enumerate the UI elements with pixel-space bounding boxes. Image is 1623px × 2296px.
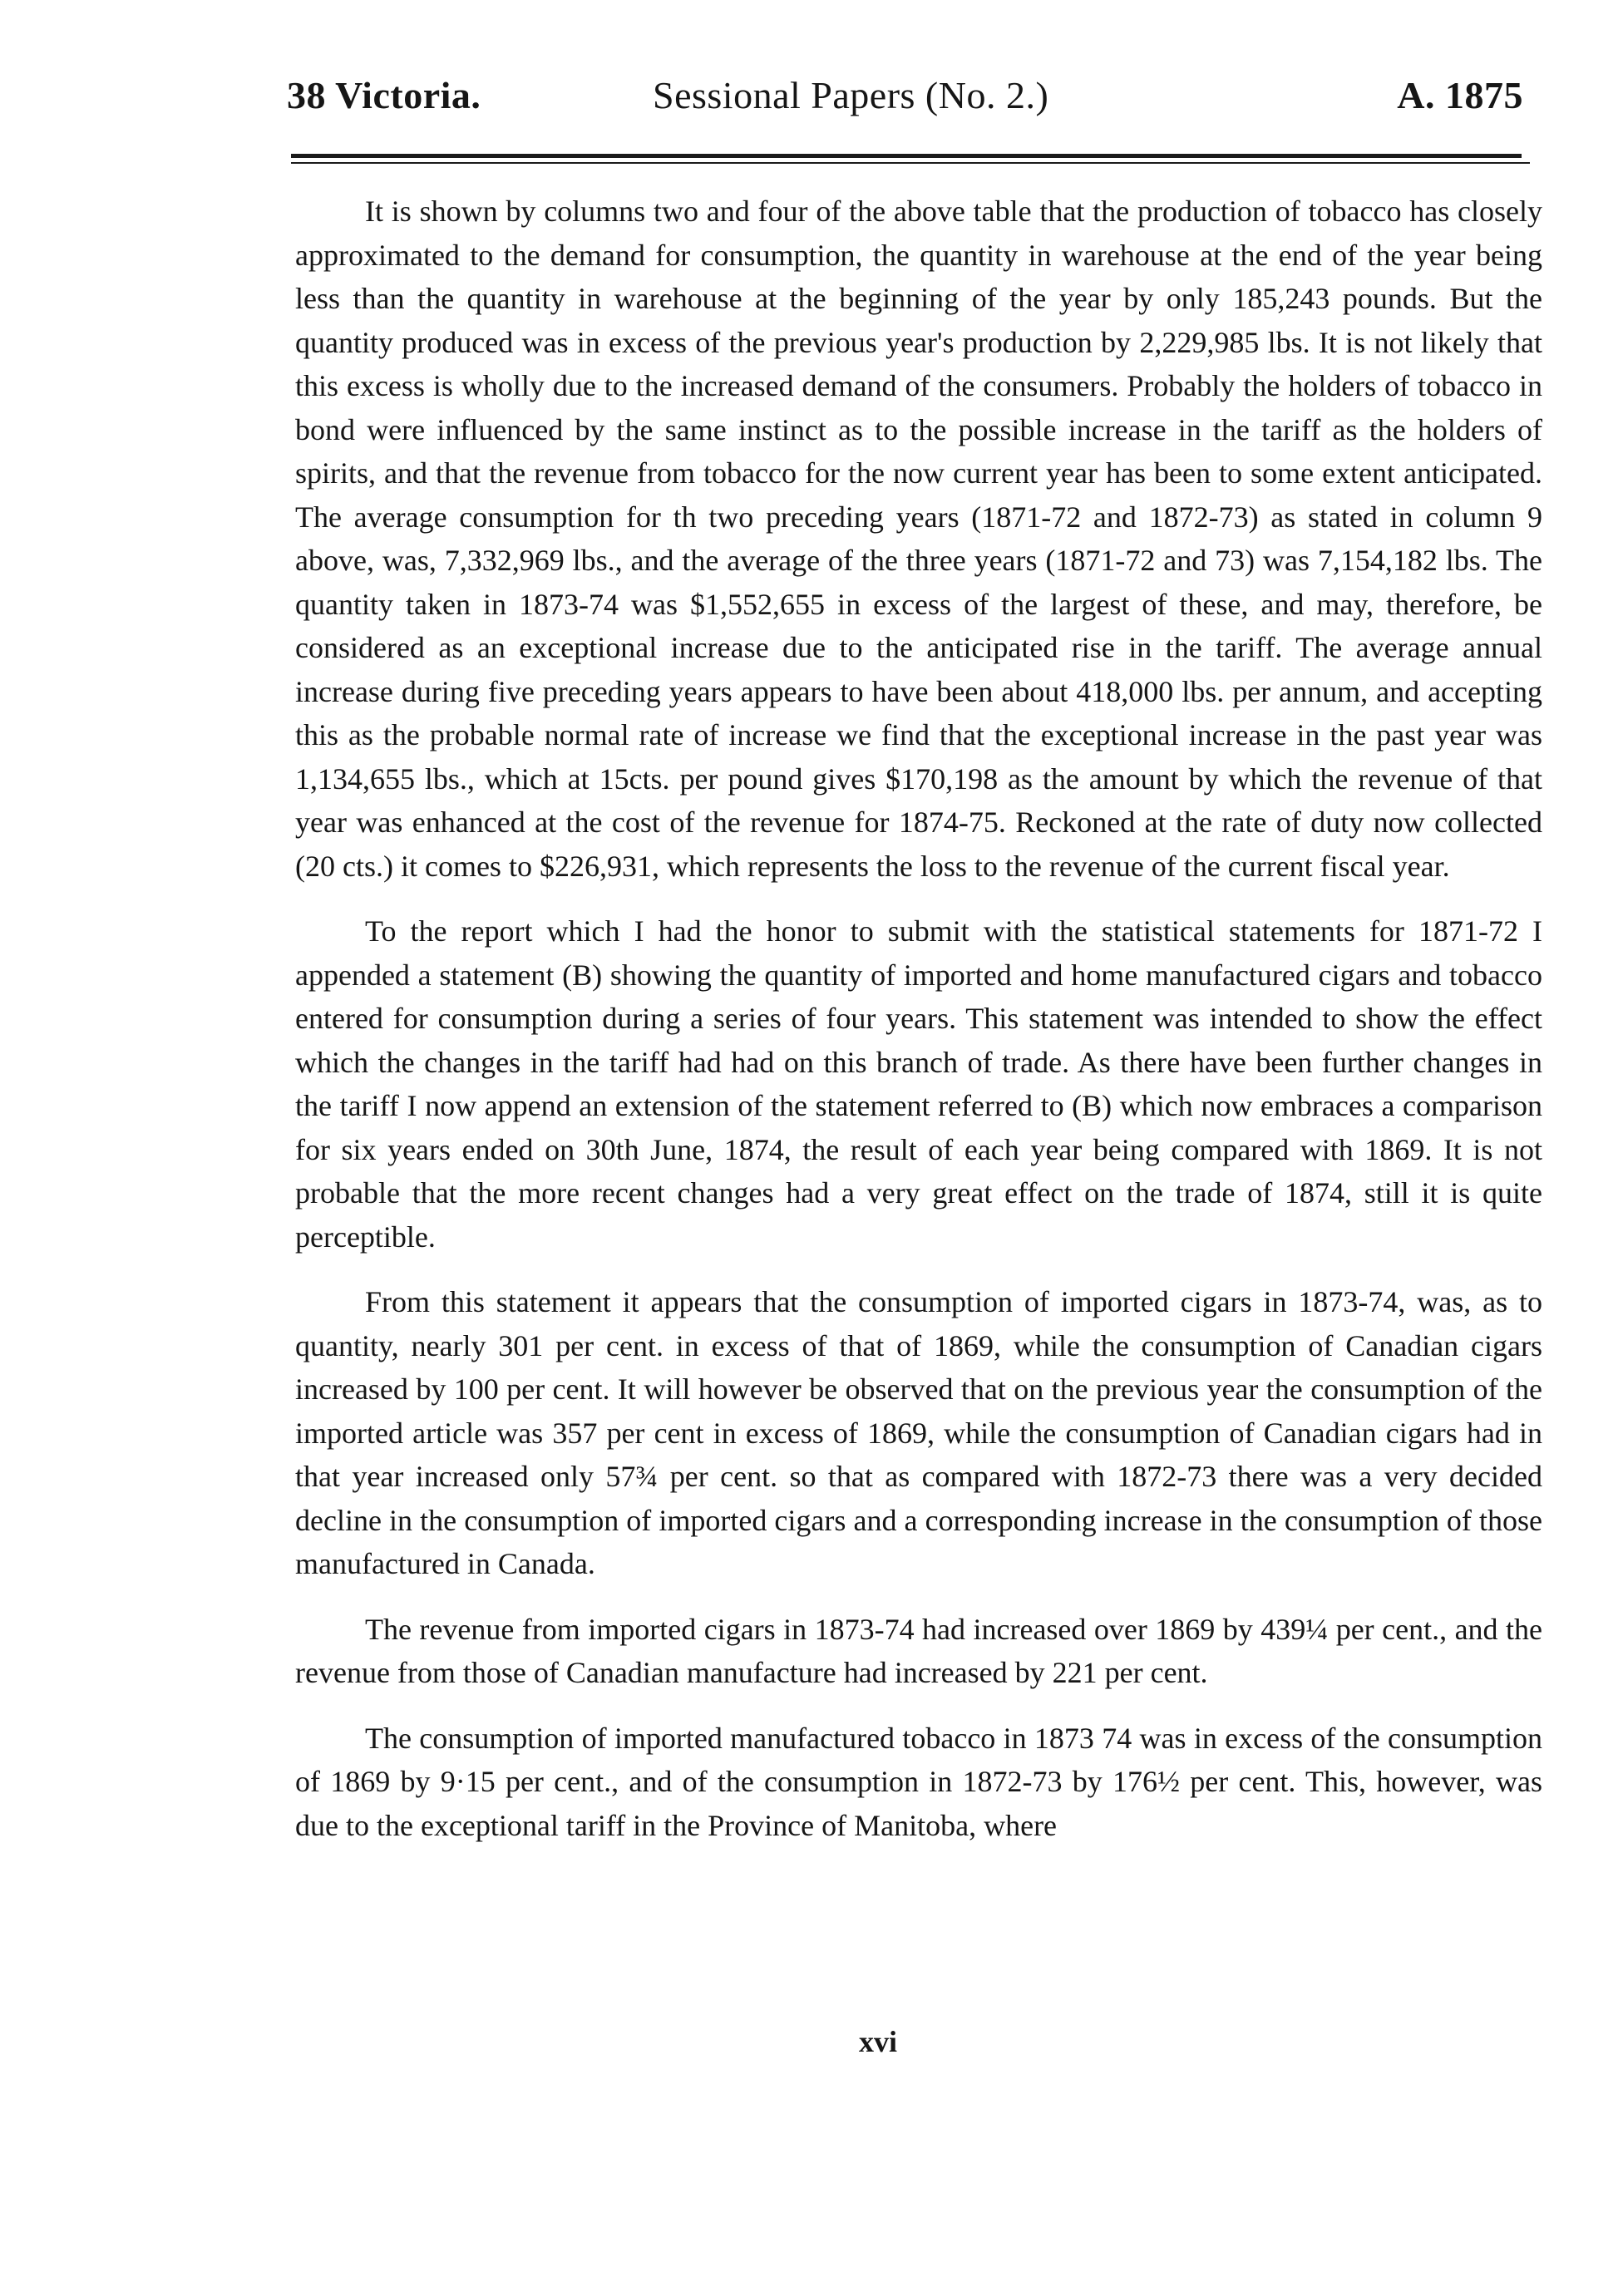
paragraph-manufactured-tobacco: The consumption of imported manufactured tobacco in 1873 74 was in excess of the consumption of 1869 by 9·15 per cent., and of the consumption in 1872-73 by 176½ per cent. This, however, was due to the exceptional tariff in the Province of Manitoba, where [295, 1721, 1542, 1842]
page-number: xvi [858, 2025, 897, 2058]
paragraph-tobacco-production: It is shown by columns two and four of the above table that the production of tobacco has closely approximated to the demand for consumption, the quantity in warehouse at the end of the year being less than the quantity in warehouse at the beginning of the year by only 185,243 pounds. But the quantity produced was in excess of the previous year's production by 2,229,985 lbs. It is not likely that this excess is wholly due to the increased demand of the consumers. Probably the holders of tobacco in bond were influenced by the same instinct as to the possible increase in the tariff as the holders of spirits, and that the revenue from tobacco for the now current year has been to some extent anticipated. The average consumption for th two preceding years (1871-72 and 1872-73) as stated in column 9 above, was, 7,332,969 lbs., and the average of the three years (1871-72 and 73) was 7,154,182 lbs. The quantity taken in 1873-74 was $1,552,655 in excess of the largest of these, and may, therefore, be considered as an exceptional increase due to the anticipated rise in the tariff. The average annual increase during five preceding years appears to have been about 418,000 lbs. per annum, and accepting this as the probable normal rate of increase we find that the exceptional increase in the past year was 1,134,655 lbs., which at 15cts. per pound gives $170,198 as the amount by which the revenue of that year was enhanced at the cost of the revenue for 1874-75. Reckoned at the rate of duty now collected (20 cts.) it comes to $226,931, which represents the loss to the revenue of the current fiscal year. [295, 195, 1542, 883]
running-header [287, 73, 1523, 131]
header-title: Sessional Papers (No. 2.) [653, 74, 1049, 116]
header-year: A. 1875 [1397, 74, 1523, 116]
paragraph-cigar-consumption: From this statement it appears that the consumption of imported cigars in 1873-74, was, as to quantity, nearly 301 per cent. in excess of that of 1869, while the consumption of Canadian cigars increased by 100 per cent. It will however be observed that on the previous year the consumption of the imported article was 357 per cent in excess of 1869, while the consumption of Canadian cigars had in that year increased only 57¾ per cent. so that as compared with 1872-73 there was a very decided decline in the consumption of imported cigars and a corresponding increase in the consumption of those manufactured in Canada. [295, 1285, 1542, 1580]
header-rule-thin [291, 162, 1530, 164]
body-text [295, 190, 1542, 1869]
header-volume: 38 Victoria. [287, 74, 481, 116]
paragraph-cigar-revenue: The revenue from imported cigars in 1873-74 had increased over 1869 by 439¼ per cent., and the revenue from those of Canadian manufacture had increased by 221 per cent. [295, 1612, 1542, 1689]
paragraph-statement-b: To the report which I had the honor to submit with the statistical statements for 1871-72 I appended a statement (B) showing the quantity of imported and home manufactured cigars and tobacco entered for consumption during a series of four years. This statement was intended to show the effect which the changes in the tariff had had on this branch of trade. As there have been further changes in the tariff I now append an extension of the statement referred to (B) which now embraces a comparison for six years ended on 30th June, 1874, the result of each year being compared with 1869. It is not probable that the more recent changes had a very great effect on the trade of 1874, still it is quite perceptible. [295, 914, 1542, 1254]
header-rule-thick [291, 154, 1522, 158]
